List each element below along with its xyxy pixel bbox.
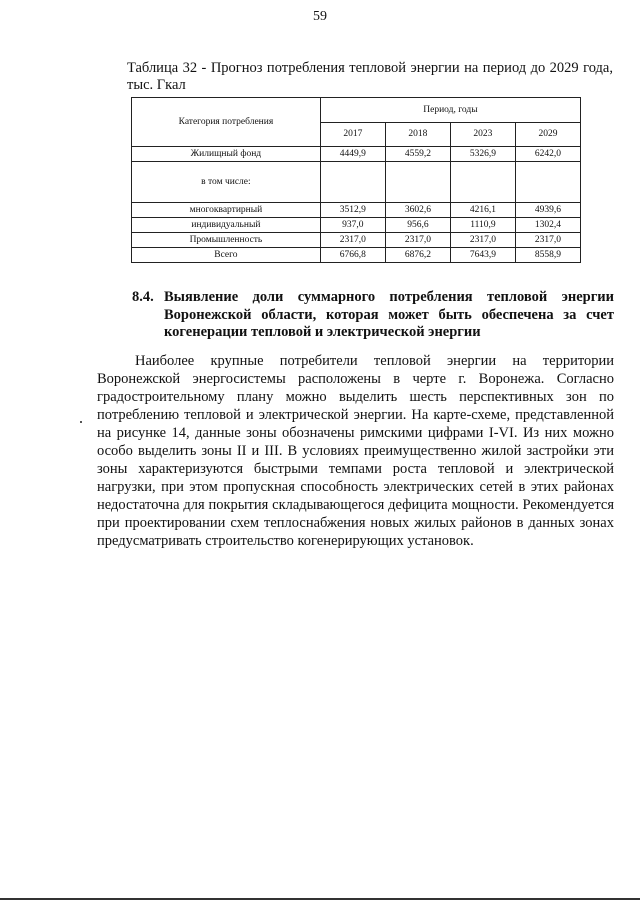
table-cell: 6876,2 — [385, 248, 450, 263]
scan-speck — [80, 421, 82, 423]
page-bottom-edge — [0, 898, 640, 900]
table-row — [132, 203, 581, 218]
table-cell: 4216,1 — [450, 203, 515, 218]
table-cell: 2317,0 — [385, 233, 450, 248]
table-cell: 7643,9 — [450, 248, 515, 263]
table-cell: 3602,6 — [385, 203, 450, 218]
table-cell — [450, 162, 515, 203]
table-cell: 4939,6 — [515, 203, 580, 218]
table-cell: 937,0 — [320, 218, 385, 233]
page-number: 59 — [313, 9, 327, 24]
table-cell: 1110,9 — [450, 218, 515, 233]
table-cell: 3512,9 — [320, 203, 385, 218]
table-cell — [515, 162, 580, 203]
table-cell: 6766,8 — [320, 248, 385, 263]
category-header: Категория потребления — [132, 98, 321, 147]
table-cell — [320, 162, 385, 203]
year-header: 2023 — [450, 122, 515, 147]
row-label: индивидуальный — [132, 218, 321, 233]
row-label: Жилищный фонд — [132, 147, 321, 162]
table-cell: 8558,9 — [515, 248, 580, 263]
table-cell: 956,6 — [385, 218, 450, 233]
table-row — [132, 248, 581, 263]
row-label: в том числе: — [132, 162, 321, 203]
period-header: Период, годы — [320, 98, 580, 123]
table-cell: 5326,9 — [450, 147, 515, 162]
table-row — [132, 218, 581, 233]
table-cell: 6242,0 — [515, 147, 580, 162]
table-row — [132, 162, 581, 203]
table-cell: 4449,9 — [320, 147, 385, 162]
row-label: Промышленность — [132, 233, 321, 248]
table-row — [132, 233, 581, 248]
year-header: 2018 — [385, 122, 450, 147]
table-cell: 2317,0 — [515, 233, 580, 248]
table-cell: 1302,4 — [515, 218, 580, 233]
table-cell — [385, 162, 450, 203]
table-cell: 2317,0 — [320, 233, 385, 248]
table-row — [132, 147, 581, 162]
section-title: Выявление доли суммарного потребления тепловой энергии Воронежской области, которая может быть обеспечена за счет когенерации тепловой и электрической энергии — [164, 289, 614, 340]
section-number: 8.4. — [132, 289, 154, 305]
table-cell: 2317,0 — [450, 233, 515, 248]
body-paragraph: Наиболее крупные потребители тепловой энергии на территории Воронежской энергосистемы расположены в черте г. Воронежа. Согласно градостроительному плану можно выделить шесть перспективных зон по потреблению тепловой и электрической энергии. На карте-схеме, представленной на рисунке 14, данные зоны обозначены римскими цифрами I-VI. Из них можно особо выделить зоны II и III. В условиях преимущественно жилой застройки эти зоны характеризуются быстрыми темпами роста тепловой и электрической нагрузки, при этом пропускная способность электрических сетей в этих районах недостаточна для покрытия складывающегося дефицита мощности. Рекомендуется при проектировании схем теплоснабжения новых жилых районов в данных зонах предусматривать строительство когенерирующих установок. — [97, 353, 614, 549]
table-cell: 4559,2 — [385, 147, 450, 162]
table-caption: Таблица 32 - Прогноз потребления тепловой энергии на период до 2029 года, тыс. Гкал — [127, 60, 613, 93]
year-header: 2029 — [515, 122, 580, 147]
row-label: многоквартирный — [132, 203, 321, 218]
row-label: Всего — [132, 248, 321, 263]
section-heading — [132, 289, 614, 342]
heat-consumption-table — [131, 97, 581, 263]
year-header: 2017 — [320, 122, 385, 147]
